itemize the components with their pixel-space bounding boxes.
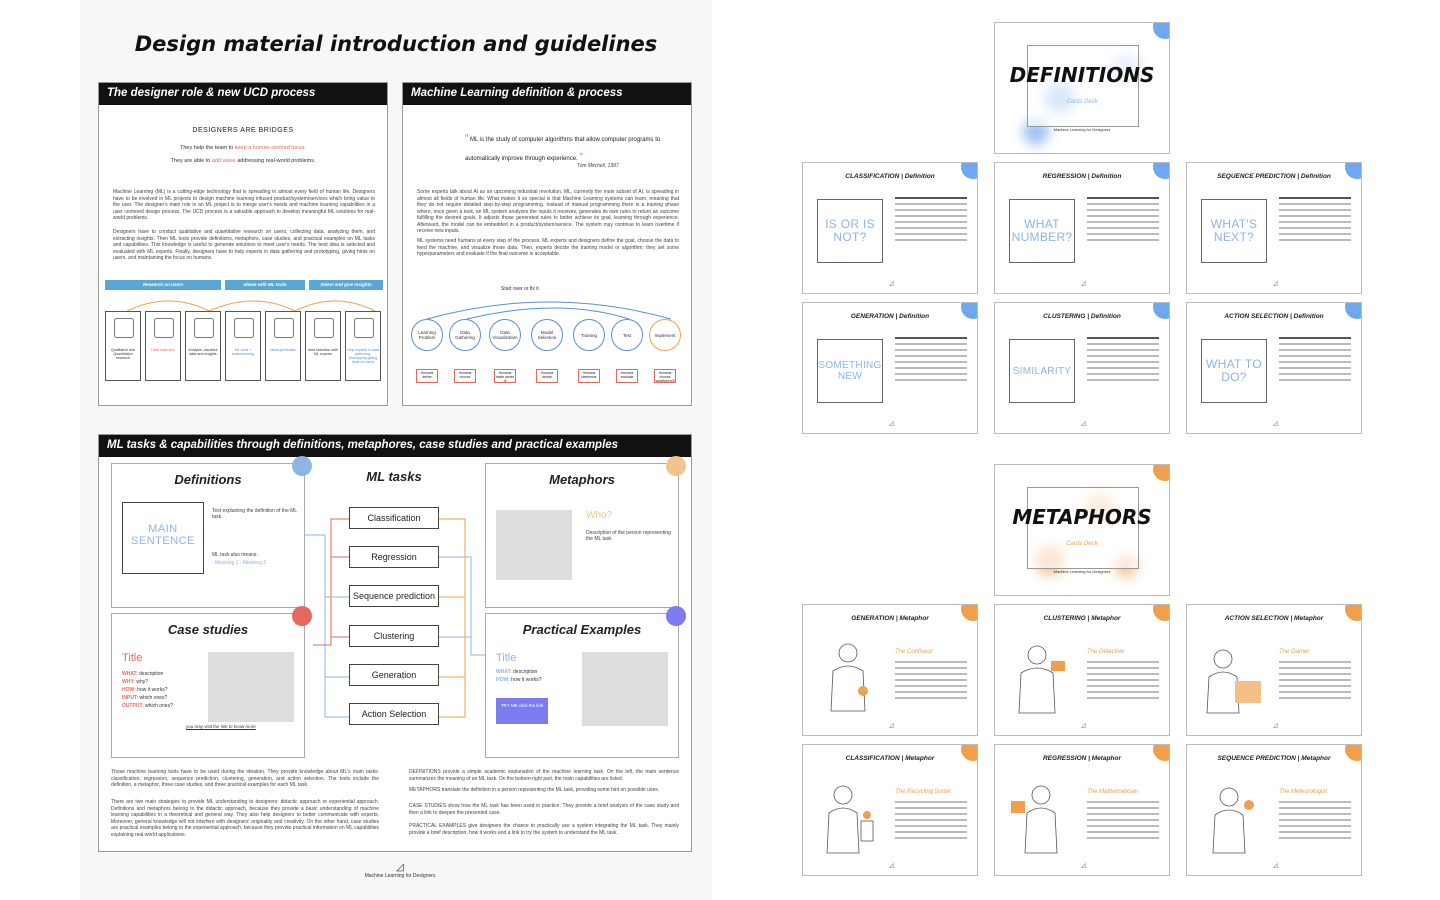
panel-header: The designer role & new UCD process <box>99 83 387 105</box>
line-text: They are able to <box>170 158 212 164</box>
step-label: Qualitative and Quantitative research <box>111 348 135 360</box>
card-text-lines <box>895 197 967 245</box>
step-label: Help experts in data gathering, prototyping giving hints on users <box>347 348 379 364</box>
deck-subtitle: Cards Deck <box>1066 541 1098 547</box>
task-action-selection: Action Selection <box>349 703 439 725</box>
row-value: which ones? <box>138 695 168 701</box>
case-row <box>122 694 173 702</box>
quote-author: Tom Mitchell, 1997 <box>577 163 619 169</box>
person-image-placeholder <box>496 510 572 580</box>
row-key: INPUT: <box>122 695 139 701</box>
analysis-icon <box>194 318 214 338</box>
logo-icon: ◿ <box>889 421 894 427</box>
ucd-step <box>225 311 261 381</box>
row-key: HOW: <box>496 677 510 683</box>
def-meanings-list: - Meaning 1 - Meaning 2 <box>212 560 267 566</box>
data-icon <box>154 318 174 338</box>
panel-header: Machine Learning definition & process <box>403 83 691 105</box>
metaphors-deck-cover <box>994 464 1170 596</box>
card-header: GENERATION | Definition <box>850 313 930 320</box>
corner-dot <box>1153 464 1170 481</box>
person-illustration <box>1005 631 1075 721</box>
metaphor-name: The Mathematician <box>1087 789 1139 795</box>
human-role: Humans define <box>416 369 438 383</box>
person-illustration <box>1005 771 1075 861</box>
tasks-footer-right-2: METAPHORS translate the definition in a person representing the ML task, providing some hint on possible uses. <box>409 787 660 793</box>
task-classification: Classification <box>349 507 439 529</box>
deck-title: METAPHORS <box>1012 505 1152 529</box>
person-illustration <box>813 631 883 721</box>
card-text-lines <box>1279 197 1351 245</box>
card-header: ACTION SELECTION | Definition <box>1224 313 1324 320</box>
person-illustration <box>1197 631 1267 721</box>
case-rows <box>122 670 173 710</box>
card-header: REGRESSION | Metaphor <box>1042 755 1122 762</box>
human-role: Humans evaluate <box>616 369 638 383</box>
practical-title: Practical Examples <box>522 622 642 637</box>
ml-paragraph-1: Some experts talk about AI as an upcoming industrial revolution. ML, currently the main subset of AI, is spreading in almost all fields of human life. What makes it so special is that Machine Learning systems can learn, meaning that they do not require detailed step-by-step programming. Instead of manual programming there is a training phase where, once given a task, an ML system analyzes the inputs it receives, generates its own rules to return an outcome fulfilling the desired goals. It adjusts those generated rules to better achieve its goal, learning through experience. Afterward, the model can be embedded in a product/system/service. The system may continue to learn overtime if receive new inputs. <box>417 189 679 234</box>
card-header: ACTION SELECTION | Metaphor <box>1224 615 1324 622</box>
poster <box>80 0 712 900</box>
ucd-step <box>265 311 301 381</box>
logo-icon: ◿ <box>396 862 404 873</box>
metaphor-name: The Confiseur <box>895 649 933 655</box>
definition-card-generation <box>802 302 978 434</box>
row-value: how it works? <box>509 677 542 683</box>
logo-icon: ◿ <box>1081 281 1086 287</box>
process-arcs <box>105 291 385 313</box>
definition-card-clustering <box>994 302 1170 434</box>
logo-icon: ◿ <box>1081 863 1086 869</box>
row-value: which ones? <box>143 703 173 709</box>
metaphor-name: The Recycling Sorter <box>895 789 952 795</box>
person-illustration <box>813 771 883 861</box>
definition-card-regression <box>994 162 1170 294</box>
ml-paragraph-2: ML systems need humans at every step of the process. ML experts and designers define the goal, choose the data to feed the machine, and visualize those data. Then, experts decide the training model or algorithm; they set some hyperparameters and evaluate if the final outcome is acceptable. <box>417 238 679 257</box>
tasks-footer-right-3: CASE STUDIES show how the ML task has been used in practice. They provide a brief analysis of the case study and then a link to deepen the presented case. <box>409 803 679 816</box>
card-text-lines <box>895 337 967 385</box>
line-highlight: add value <box>211 158 236 164</box>
ucd-step <box>105 311 141 381</box>
definitions-card <box>111 463 305 608</box>
card-bubble: WHAT'S NEXT? <box>1201 199 1267 263</box>
who-text: Description of the person representing the ML task <box>586 530 671 542</box>
card-text-lines <box>1279 661 1351 703</box>
card-header: SEQUENCE PREDICTION | Definition <box>1217 173 1331 180</box>
tasks-footer-left-2: There are two main strategies to provide ML understanding to designers: didactic approach or experiential approach. Definitions and metaphors belong to the didactic approach, because they provide a basic understanding of machine learning capabilities in a theoretical and general way. They also help designers to better communicate with experts. Moreover, general knowledge will not interfere with designers' originality and creativity. On the other hand, case studies are practical examples belong to the experiential approach, because they provide practical information on ML capabilities explaining real-world applications. <box>111 799 379 838</box>
ucd-paragraph-1: Machine Learning (ML) is a cutting-edge technology that is spreading in almost every field of human life. Designers have to be involved in ML projects to design machine learning infused product/system/services which bring value to the user. The designer's main role in an ML project is to merge user's needs and machine learning capabilities in a user centered design process. The UCD process is a valuable approach to develop meaningful ML solutions for real-world problems. <box>113 189 375 221</box>
logo-icon: ◿ <box>1081 723 1086 729</box>
logo-text: Machine Learning for Designers <box>364 873 436 879</box>
card-header: GENERATION | Metaphor <box>851 615 929 622</box>
case-row <box>122 686 173 694</box>
metaphors-card <box>485 463 679 608</box>
definitions-deck-cover <box>994 22 1170 154</box>
example-row <box>496 668 541 676</box>
case-studies-title: Case studies <box>167 622 249 637</box>
card-header: CLUSTERING | Definition <box>1043 313 1121 320</box>
logo-icon: ◿ <box>1273 281 1278 287</box>
loop-arcs <box>409 291 689 321</box>
bridges-title: DESIGNERS ARE BRIDGES <box>192 127 294 134</box>
metaphor-name: The Gamer <box>1279 649 1310 655</box>
line-text: They help the team to <box>180 145 235 151</box>
card-text-lines <box>1087 661 1159 703</box>
row-value: how it works? <box>135 687 168 693</box>
case-row <box>122 670 173 678</box>
panel-ml-tasks <box>98 434 692 852</box>
line-highlight: keep a human-centred focus. <box>234 145 306 151</box>
ideas-icon <box>274 318 294 338</box>
practical-examples-card <box>485 613 679 758</box>
flow-node: Training <box>573 319 605 351</box>
person-illustration <box>1197 771 1267 861</box>
selection-icon <box>314 318 334 338</box>
human-role: Humans make sense of <box>495 371 515 384</box>
card-text-lines <box>895 801 967 843</box>
line-text: addressing real-world problems. <box>235 158 316 164</box>
card-text-lines <box>1087 337 1159 385</box>
quote-mark: ” <box>579 152 583 163</box>
bridges-line-1 <box>99 145 387 151</box>
definition-card-sequence-prediction <box>1186 162 1362 294</box>
card-text-lines <box>895 661 967 703</box>
card-header: CLASSIFICATION | Definition <box>845 173 935 180</box>
deck-logo: Machine Learning for Designers <box>1053 127 1111 132</box>
task-clustering: Clustering <box>349 625 439 647</box>
flow-node: Data Visualization <box>489 319 521 351</box>
tasks-footer-right-4: PRACTICAL EXAMPLES give designers the chance to practically use a system integrating the ML task. They mainly provide a brief description, how it works and a link to try the system to understand the ML task. <box>409 823 679 836</box>
def-meanings: ML task also means: <box>212 552 258 558</box>
ucd-step <box>185 311 221 381</box>
tasks-footer-left-1: Those machine learning tools have to be used during the ideation. They provide knowledge about ML's main tasks: classification, regression, sequence prediction, clustering, generation, and action selection. The tools include the definition, a metaphor, three case studies, and three practical examples for each ML task. <box>111 769 379 788</box>
ucd-step <box>305 311 341 381</box>
metaphor-card-classification <box>802 744 978 876</box>
logo-icon: ◿ <box>1081 421 1086 427</box>
bridges-line-2 <box>99 158 387 164</box>
logo-icon: ◿ <box>1273 723 1278 729</box>
flow-node: Test <box>611 319 643 351</box>
row-value: why? <box>134 679 149 685</box>
row-value: description <box>137 671 164 677</box>
step-label: Data collection <box>151 348 175 352</box>
corner-dot <box>1153 22 1170 39</box>
step-label: Ideas generation <box>269 348 297 352</box>
panel-ml-definition <box>402 82 692 406</box>
deck-logo: Machine Learning for Designers <box>1053 569 1111 574</box>
card-bubble: SIMILARITY <box>1009 339 1075 403</box>
deck-subtitle: Cards Deck <box>1066 99 1098 105</box>
metaphor-name: The Detective <box>1087 649 1125 655</box>
case-image-placeholder <box>208 652 294 722</box>
row-key: WHY: <box>122 679 135 685</box>
ml4d-logo <box>360 862 440 879</box>
human-role: Humans decide <box>536 369 558 383</box>
logo-icon: ◿ <box>1273 421 1278 427</box>
case-link: you may visit the link to know more <box>186 724 256 729</box>
card-header: CLASSIFICATION | Metaphor <box>845 755 935 762</box>
case-studies-card <box>111 613 305 758</box>
case-title: Title <box>122 652 143 664</box>
card-text-lines <box>1087 801 1159 843</box>
metaphor-name: The Meteorologist <box>1279 789 1328 795</box>
metaphor-card-action-selection <box>1186 604 1362 736</box>
step-label: Analysis, visualize data and insights <box>188 348 218 356</box>
row-key: WHAT: <box>496 669 512 675</box>
card-bubble: WHAT TO DO? <box>1201 339 1267 403</box>
human-role: Humans choose what/when/if <box>655 371 675 384</box>
metaphor-card-sequence-prediction <box>1186 744 1362 876</box>
task-regression: Regression <box>349 546 439 568</box>
case-row <box>122 678 173 686</box>
logo-icon: ◿ <box>1273 863 1278 869</box>
quote-mark: “ <box>465 133 469 144</box>
example-rows <box>496 668 541 684</box>
row-key: WHAT: <box>122 671 138 677</box>
ml-tasks-title: ML tasks <box>366 469 422 484</box>
row-value: description <box>511 669 538 675</box>
quote-text: ML is the study of computer algorithms that allow computer programs to automatically improve through experience. <box>465 137 661 162</box>
task-sequence-prediction: Sequence prediction <box>349 585 439 607</box>
card-text-lines <box>1279 337 1351 385</box>
deck-title: DEFINITIONS <box>1009 63 1155 87</box>
ucd-step <box>345 311 381 381</box>
brainstorm-icon <box>234 318 254 338</box>
step-label: Idea selection with ML experts <box>308 348 338 356</box>
logo-icon: ◿ <box>889 281 894 287</box>
metaphor-card-regression <box>994 744 1170 876</box>
human-role: Humans choose <box>454 369 476 383</box>
ucd-paragraph-2: Designers have to conduct qualitative and quantitative research on users, collecting data, analyzing them, and extracting insights. Then ML tools provide definitions, metaphors, case studies, and practical examples on ML tasks and capabilities. This knowledge is useful to generate solutions to meet user's needs. The best idea is selected and evaluated with ML experts. Finally, designers have to help experts in data gathering and prototyping, giving hints on users, and maintaining the focus on humans. <box>113 229 375 261</box>
case-row <box>122 702 173 710</box>
definition-card-action-selection <box>1186 302 1362 434</box>
human-role: Humans determine <box>578 369 600 383</box>
ucd-step <box>145 311 181 381</box>
stage-select: Select and give insights <box>309 280 383 290</box>
example-row <box>496 676 541 684</box>
users-icon <box>114 318 134 338</box>
stage-research: Research on users <box>105 280 221 290</box>
flow-node: Model Selection <box>531 319 563 351</box>
card-header: CLUSTERING | Metaphor <box>1043 615 1121 622</box>
card-header: SEQUENCE PREDICTION | Metaphor <box>1217 755 1331 762</box>
main-sentence-bubble: MAIN SENTENCE <box>122 502 204 574</box>
task-connectors <box>305 505 485 725</box>
card-bubble: WHAT NUMBER? <box>1009 199 1075 263</box>
stage-ideate: Ideate with ML tools <box>225 280 305 290</box>
panel-header: ML tasks & capabilities through definitions, metaphores, case studies and practical examples <box>99 435 691 457</box>
metaphor-card-generation <box>802 604 978 736</box>
metaphor-card-clustering <box>994 604 1170 736</box>
flow-node: Data Gathering <box>449 319 481 351</box>
who-label: Who? <box>586 510 613 521</box>
poster-title: Design material introduction and guidelines <box>134 32 658 56</box>
logo-icon: ◿ <box>889 723 894 729</box>
definition-card-classification <box>802 162 978 294</box>
flow-node: Implement <box>649 319 681 351</box>
ml-quote <box>465 129 665 167</box>
example-title: Title <box>496 652 517 664</box>
card-bubble: SOMETHING NEW <box>817 339 883 403</box>
card-text-lines <box>1279 801 1351 843</box>
prototype-icon <box>354 318 374 338</box>
row-key: OUTPUT: <box>122 703 144 709</box>
row-key: HOW: <box>122 687 136 693</box>
card-text-lines <box>1087 197 1159 245</box>
card-bubble: IS OR IS NOT? <box>817 199 883 263</box>
task-generation: Generation <box>349 664 439 686</box>
start-over-label: Start over or fix it <box>501 286 539 292</box>
card-header: REGRESSION | Definition <box>1042 173 1122 180</box>
tasks-footer-right-1: DEFINITIONS provide a simple academic explanation of the machine learning task. On the left, the main sentence summarizes the meaning of an ML task. On the bottom-right part, the main capabilities are listed. <box>409 769 679 782</box>
example-image-placeholder <box>582 652 668 726</box>
try-me-button: TRY ME click the link <box>496 698 548 724</box>
metaphors-title: Metaphors <box>549 472 615 487</box>
logo-icon: ◿ <box>889 863 894 869</box>
panel-designer-role <box>98 82 388 406</box>
definitions-title: Definitions <box>174 472 242 487</box>
step-label: ML tools + brainstorming <box>232 348 254 356</box>
def-text: Text explaining the definition of the ML task. <box>212 508 297 520</box>
flow-node: Learning Problem <box>411 319 443 351</box>
